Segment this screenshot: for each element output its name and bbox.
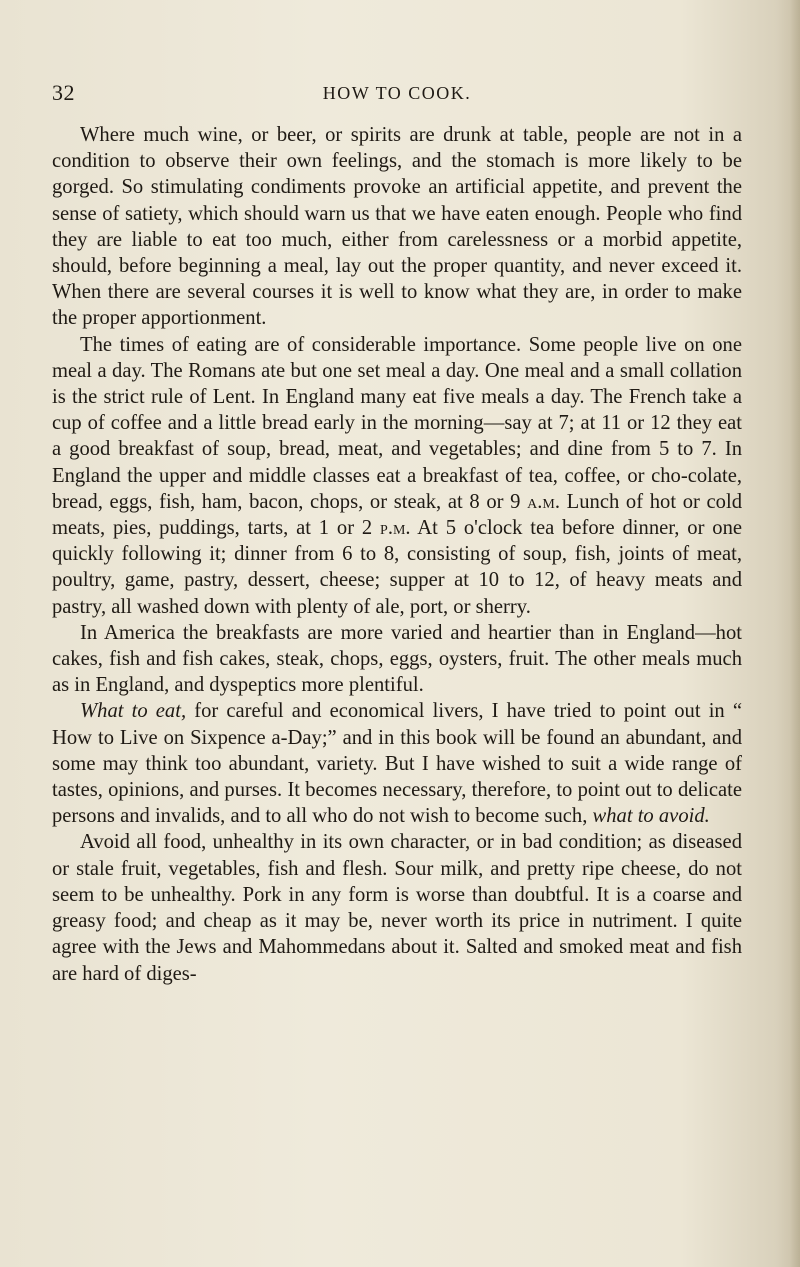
body-text <box>52 122 742 987</box>
paragraph-america: In America the breakfasts are more varied and heartier than in England—hot cakes, fish and fish cakes, steak, chops, eggs, oysters, fruit. The other meals much as in England, and dyspeptics more plentiful. <box>52 621 742 697</box>
italic-tail: what to avoid. <box>592 805 710 828</box>
page-number: 32 <box>52 80 75 105</box>
paragraph-avoid: Avoid all food, unhealthy in its own character, or in bad condition; as diseased or stale fruit, vegetables, fish and flesh. Sour milk, and pretty ripe cheese, do not seem to be unhealthy. Pork in any form is worse than doubtful. It is a coarse and greasy food; and cheap as it may be, never worth its price in nutriment. I quite agree with the Jews and Mahommedans about it. Salted and smoked meat and fish are hard of diges- <box>52 831 742 985</box>
text-run: for careful and economical livers, I have tried to point out in “ How to Live on Sixpence a-Day;” and in this book will be found an abundant, and some may think too abundant, variety. But I have wished to suit a wide range of tastes, opinions, and purses. It becomes necessary, therefore, to point out to delicate persons and invalids, and to all who do not wish to become such, <box>52 700 742 828</box>
paragraph-what-to-eat <box>52 698 742 829</box>
paragraph-times-of-eating <box>52 332 742 620</box>
page-edge-shadow <box>790 0 800 1267</box>
page-header <box>52 80 742 110</box>
text-run: Lunch of hot or cold meats, pies, puddings, tarts, at 1 or 2 <box>52 490 742 540</box>
running-title: HOW TO COOK. <box>322 83 472 103</box>
paragraph-wine: Where much wine, or beer, or spirits are drunk at table, people are not in a condition to observe their own feelings, and the stomach is more likely to be gorged. So stimulating condiments provoke an artificial appetite, and prevent the sense of satiety, which should warn us that we have eaten enough. People who find they are liable to eat too much, either from carelessness or a morbid appetite, should, before beginning a meal, lay out the proper quantity, and never exceed it. When there are several courses it is well to know what they are, in order to make the proper apportionment. <box>52 124 742 330</box>
italic-lead: What to eat, <box>80 700 187 723</box>
text-run: The times of eating are of considerable importance. Some people live on one meal a day. The Romans ate but one set meal a day. One meal and a small collation is the strict rule of Lent. In England many eat five meals a day. The French take a cup of coffee and a little bread early in the morning—say at 7; at 11 or 12 they eat a good breakfast of soup, bread, meat, and vegetables; and dine from 5 to 7. In England the upper and middle classes eat a breakfast of tea, coffee, or cho-colate, bread, eggs, fish, ham, bacon, chops, or steak, at 8 or 9 <box>52 333 742 513</box>
text-run: At 5 o'clock tea before dinner, or one quickly following it; dinner from 6 to 8, consisting of soup, fish, joints of meat, poultry, game, pastry, dessert, cheese; supper at 10 to 12, of heavy meats and pastry, all washed down with plenty of ale, port, or sherry. <box>52 517 743 618</box>
abbrev-pm: p.m. <box>380 517 411 540</box>
abbrev-am: a.m. <box>527 490 560 513</box>
